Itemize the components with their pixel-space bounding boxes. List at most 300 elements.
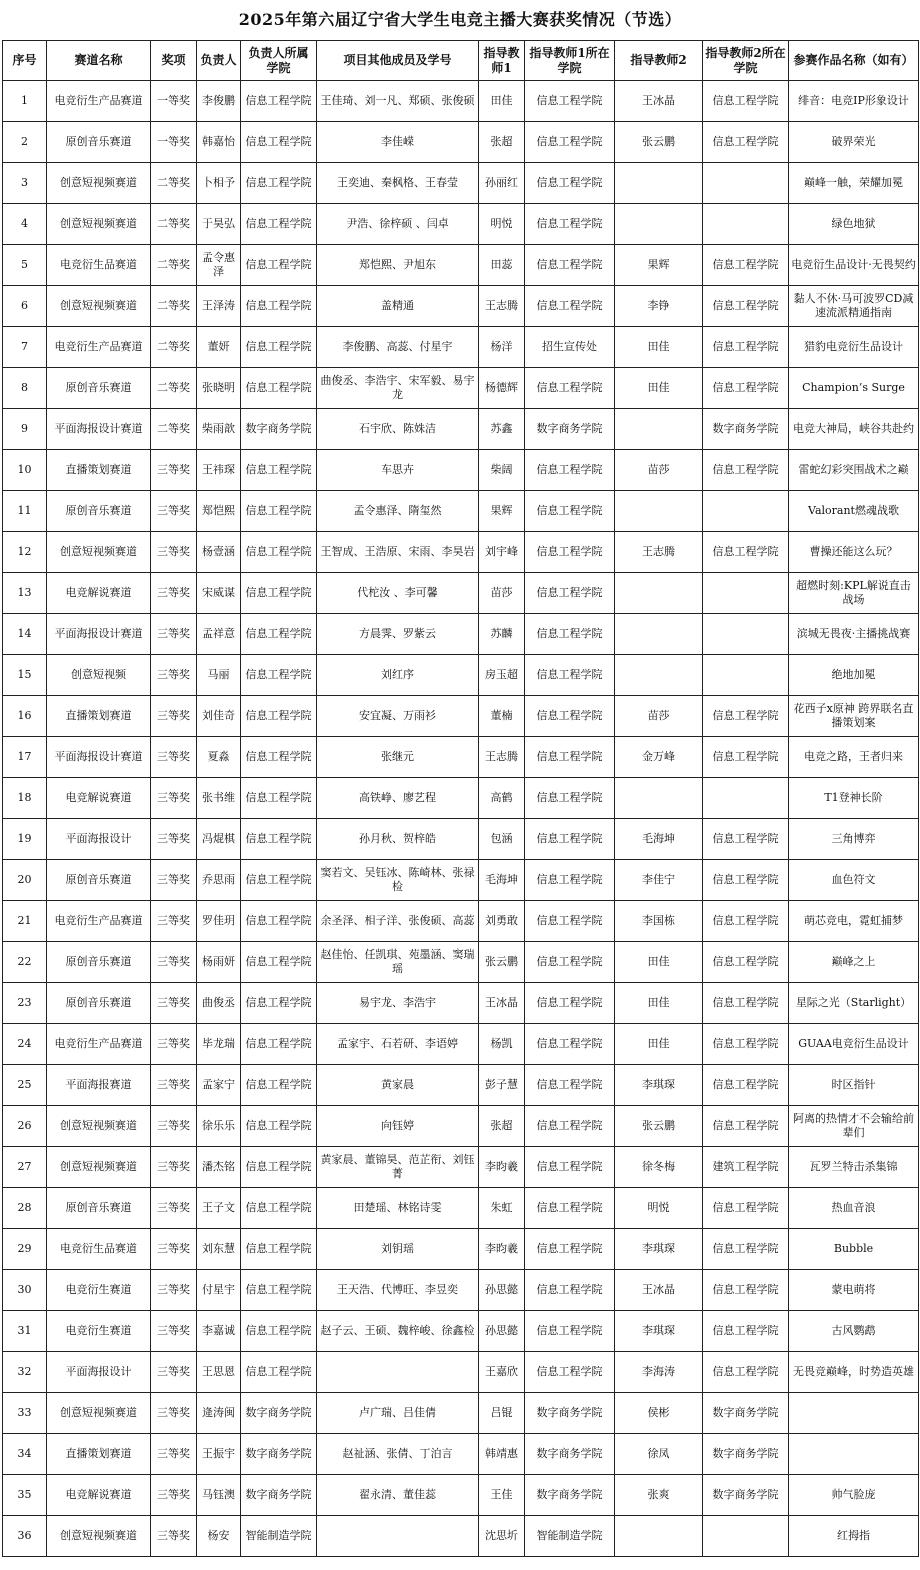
- awards-table: [2, 40, 919, 1557]
- table-cell: 34: [3, 1434, 47, 1475]
- table-cell: [703, 655, 789, 696]
- table-cell: 三等奖: [151, 1475, 197, 1516]
- table-cell: 苏鑫: [479, 409, 525, 450]
- table-cell: 信息工程学院: [703, 1188, 789, 1229]
- table-cell: 一等奖: [151, 81, 197, 122]
- table-cell: 26: [3, 1106, 47, 1147]
- table-cell: 原创音乐赛道: [47, 368, 151, 409]
- table-cell: [615, 614, 703, 655]
- table-cell: 1: [3, 81, 47, 122]
- table-cell: 李俊鹏: [197, 81, 241, 122]
- table-cell: [703, 204, 789, 245]
- table-cell: 田蕊: [479, 245, 525, 286]
- table-cell: 巅峰之上: [789, 942, 919, 983]
- table-cell: 星际之光（Starlight）: [789, 983, 919, 1024]
- table-cell: 马钰澳: [197, 1475, 241, 1516]
- table-cell: 信息工程学院: [525, 1106, 615, 1147]
- table-cell: 4: [3, 204, 47, 245]
- table-cell: 付星宇: [197, 1270, 241, 1311]
- table-cell: 卜相予: [197, 163, 241, 204]
- table-cell: 刘东慧: [197, 1229, 241, 1270]
- table-cell: 信息工程学院: [525, 696, 615, 737]
- table-row: [3, 819, 919, 860]
- table-cell: 数字商务学院: [703, 1393, 789, 1434]
- table-cell: 孟家宇、石若研、李语婷: [317, 1024, 479, 1065]
- table-cell: GUAA电竞衍生品设计: [789, 1024, 919, 1065]
- table-cell: 三等奖: [151, 491, 197, 532]
- table-cell: 13: [3, 573, 47, 614]
- table-cell: 电竞衍生品赛道: [47, 1229, 151, 1270]
- table-cell: 张继元: [317, 737, 479, 778]
- table-cell: 创意短视频赛道: [47, 532, 151, 573]
- table-row: [3, 286, 919, 327]
- table-cell: 27: [3, 1147, 47, 1188]
- table-cell: 电竞衍生产品赛道: [47, 327, 151, 368]
- table-cell: 田佳: [615, 327, 703, 368]
- table-cell: [615, 204, 703, 245]
- table-cell: 余圣泽、相子洋、张俊硕、高蕊: [317, 901, 479, 942]
- table-cell: 信息工程学院: [525, 614, 615, 655]
- table-cell: 35: [3, 1475, 47, 1516]
- table-cell: 信息工程学院: [525, 778, 615, 819]
- table-cell: 信息工程学院: [241, 983, 317, 1024]
- table-cell: 直播策划赛道: [47, 450, 151, 491]
- table-cell: 明悦: [479, 204, 525, 245]
- table-cell: 赵子云、王硕、魏梓峻、徐鑫检: [317, 1311, 479, 1352]
- table-cell: 二等奖: [151, 368, 197, 409]
- table-cell: 10: [3, 450, 47, 491]
- table-cell: 李佳宁: [615, 860, 703, 901]
- table-cell: 王泽涛: [197, 286, 241, 327]
- table-cell: 巅峰一触，荣耀加冕: [789, 163, 919, 204]
- table-cell: 张超: [479, 1106, 525, 1147]
- table-cell: 猎豹电竞衍生品设计: [789, 327, 919, 368]
- table-cell: 王智成、王浩原、宋雨、李昊岩: [317, 532, 479, 573]
- table-row: [3, 204, 919, 245]
- table-cell: 田佳: [615, 368, 703, 409]
- table-cell: 信息工程学院: [525, 1311, 615, 1352]
- table-row: [3, 81, 919, 122]
- table-cell: 信息工程学院: [703, 696, 789, 737]
- table-cell: 王天浩、代博旺、李昱奕: [317, 1270, 479, 1311]
- table-cell: 三等奖: [151, 1434, 197, 1475]
- table-cell: 向钰婷: [317, 1106, 479, 1147]
- table-cell: 信息工程学院: [703, 1270, 789, 1311]
- table-cell: 信息工程学院: [525, 1229, 615, 1270]
- table-cell: 信息工程学院: [241, 573, 317, 614]
- table-cell: 信息工程学院: [241, 81, 317, 122]
- table-cell: 三等奖: [151, 1516, 197, 1557]
- table-cell: 张云鹏: [615, 122, 703, 163]
- table-cell: 18: [3, 778, 47, 819]
- table-cell: 古风鹦鹉: [789, 1311, 919, 1352]
- table-cell: 信息工程学院: [703, 81, 789, 122]
- table-cell: 二等奖: [151, 163, 197, 204]
- table-cell: 孟令惠泽、隋玺然: [317, 491, 479, 532]
- table-cell: 黄家晨: [317, 1065, 479, 1106]
- table-cell: 杨洋: [479, 327, 525, 368]
- table-cell: 21: [3, 901, 47, 942]
- table-cell: 原创音乐赛道: [47, 983, 151, 1024]
- table-cell: 彭子慧: [479, 1065, 525, 1106]
- table-cell: 安宜凝、万雨衫: [317, 696, 479, 737]
- table-cell: 一等奖: [151, 122, 197, 163]
- table-cell: 电竞衍生品赛道: [47, 245, 151, 286]
- table-cell: 血色符文: [789, 860, 919, 901]
- table-cell: 信息工程学院: [241, 1147, 317, 1188]
- table-cell: 原创音乐赛道: [47, 122, 151, 163]
- table-cell: [703, 778, 789, 819]
- table-cell: 三角博弈: [789, 819, 919, 860]
- table-cell: 25: [3, 1065, 47, 1106]
- table-cell: [615, 573, 703, 614]
- table-cell: 数字商务学院: [525, 1393, 615, 1434]
- table-cell: 孟家宁: [197, 1065, 241, 1106]
- table-cell: 原创音乐赛道: [47, 491, 151, 532]
- header-cell: 负责人: [197, 41, 241, 81]
- table-cell: 信息工程学院: [525, 1065, 615, 1106]
- table-cell: 王志腾: [479, 286, 525, 327]
- table-cell: 田佳: [615, 983, 703, 1024]
- table-cell: 王志腾: [615, 532, 703, 573]
- table-row: [3, 532, 919, 573]
- table-cell: 信息工程学院: [525, 245, 615, 286]
- table-cell: 杨安: [197, 1516, 241, 1557]
- table-cell: 创意短视频赛道: [47, 1106, 151, 1147]
- table-cell: 乔思雨: [197, 860, 241, 901]
- table-cell: 雷蛇幻彩突围战术之巅: [789, 450, 919, 491]
- table-row: [3, 245, 919, 286]
- table-cell: 信息工程学院: [703, 983, 789, 1024]
- table-cell: 三等奖: [151, 1106, 197, 1147]
- table-cell: 17: [3, 737, 47, 778]
- table-cell: 19: [3, 819, 47, 860]
- table-cell: 韩嘉怡: [197, 122, 241, 163]
- table-cell: 信息工程学院: [703, 450, 789, 491]
- table-cell: 信息工程学院: [525, 163, 615, 204]
- table-cell: 信息工程学院: [241, 450, 317, 491]
- table-cell: 超燃时刻:KPL解说直击战场: [789, 573, 919, 614]
- table-cell: 电竞衍生产品赛道: [47, 81, 151, 122]
- table-cell: [317, 1352, 479, 1393]
- table-cell: 创意短视频赛道: [47, 1516, 151, 1557]
- table-cell: 信息工程学院: [241, 696, 317, 737]
- table-cell: 三等奖: [151, 450, 197, 491]
- table-cell: 信息工程学院: [525, 1352, 615, 1393]
- table-cell: 红拇指: [789, 1516, 919, 1557]
- table-cell: 电竞衍生品设计·无畏契约: [789, 245, 919, 286]
- table-cell: 张云鹏: [615, 1106, 703, 1147]
- table-cell: 李昀羲: [479, 1147, 525, 1188]
- table-cell: 董楠: [479, 696, 525, 737]
- table-cell: 金万峰: [615, 737, 703, 778]
- table-cell: 黏人不休·马可波罗CD减速流派精通指南: [789, 286, 919, 327]
- table-row: [3, 1188, 919, 1229]
- table-cell: 数字商务学院: [525, 409, 615, 450]
- table-row: [3, 409, 919, 450]
- table-cell: 热血音浪: [789, 1188, 919, 1229]
- table-cell: 信息工程学院: [703, 737, 789, 778]
- table-cell: 三等奖: [151, 819, 197, 860]
- table-row: [3, 573, 919, 614]
- table-cell: 刘宇峰: [479, 532, 525, 573]
- table-cell: 信息工程学院: [525, 1024, 615, 1065]
- table-cell: 孙月秋、贺梓皓: [317, 819, 479, 860]
- table-cell: 建筑工程学院: [703, 1147, 789, 1188]
- table-cell: 绝地加冕: [789, 655, 919, 696]
- table-cell: 数字商务学院: [703, 409, 789, 450]
- table-cell: 二等奖: [151, 409, 197, 450]
- table-cell: 刘红序: [317, 655, 479, 696]
- table-cell: 石宇欣、陈姝洁: [317, 409, 479, 450]
- table-cell: 三等奖: [151, 532, 197, 573]
- table-cell: 三等奖: [151, 942, 197, 983]
- table-cell: 绿色地狱: [789, 204, 919, 245]
- table-cell: 萌芯竞电，霓虹捕梦: [789, 901, 919, 942]
- table-cell: 曲俊丞: [197, 983, 241, 1024]
- table-cell: 三等奖: [151, 696, 197, 737]
- table-cell: 王佳: [479, 1475, 525, 1516]
- table-cell: 田佳: [479, 81, 525, 122]
- table-cell: 电竞衍生赛道: [47, 1311, 151, 1352]
- table-cell: 郑恺熙、尹旭东: [317, 245, 479, 286]
- table-cell: 原创音乐赛道: [47, 1188, 151, 1229]
- table-cell: 信息工程学院: [241, 1024, 317, 1065]
- table-cell: [789, 1393, 919, 1434]
- table-cell: [703, 491, 789, 532]
- table-cell: 田楚瑶、林铭诗雯: [317, 1188, 479, 1229]
- table-cell: 信息工程学院: [525, 81, 615, 122]
- table-cell: 信息工程学院: [241, 1106, 317, 1147]
- table-cell: 信息工程学院: [525, 655, 615, 696]
- table-cell: 二等奖: [151, 286, 197, 327]
- table-row: [3, 901, 919, 942]
- table-cell: 电竞解说赛道: [47, 1475, 151, 1516]
- table-cell: 苗莎: [479, 573, 525, 614]
- table-cell: [615, 491, 703, 532]
- table-cell: 张晓明: [197, 368, 241, 409]
- table-cell: 房玉超: [479, 655, 525, 696]
- table-cell: 6: [3, 286, 47, 327]
- table-row: [3, 163, 919, 204]
- table-cell: 原创音乐赛道: [47, 860, 151, 901]
- table-cell: 29: [3, 1229, 47, 1270]
- table-row: [3, 368, 919, 409]
- table-cell: 代柁汝 、李可馨: [317, 573, 479, 614]
- table-cell: 苗莎: [615, 450, 703, 491]
- header-cell: 奖项: [151, 41, 197, 81]
- table-cell: 信息工程学院: [241, 942, 317, 983]
- table-cell: 孙思懿: [479, 1311, 525, 1352]
- table-cell: 创意短视频赛道: [47, 286, 151, 327]
- table-row: [3, 491, 919, 532]
- table-row: [3, 327, 919, 368]
- table-cell: 徐乐乐: [197, 1106, 241, 1147]
- table-cell: 孟祥意: [197, 614, 241, 655]
- table-row: [3, 1106, 919, 1147]
- table-cell: 三等奖: [151, 1270, 197, 1311]
- table-cell: 信息工程学院: [525, 901, 615, 942]
- table-row: [3, 1393, 919, 1434]
- table-cell: 20: [3, 860, 47, 901]
- table-cell: 柴雨歆: [197, 409, 241, 450]
- table-cell: 平面海报设计赛道: [47, 614, 151, 655]
- table-cell: 信息工程学院: [525, 204, 615, 245]
- table-cell: 王奕迪、秦枫格、王春莹: [317, 163, 479, 204]
- table-cell: 创意短视频: [47, 655, 151, 696]
- table-cell: 信息工程学院: [241, 901, 317, 942]
- table-cell: 潘杰铭: [197, 1147, 241, 1188]
- table-cell: 沈思圻: [479, 1516, 525, 1557]
- table-cell: 李琪琛: [615, 1229, 703, 1270]
- table-cell: 信息工程学院: [525, 1188, 615, 1229]
- table-cell: 王冰晶: [615, 1270, 703, 1311]
- table-cell: 黄家晨、董锦昊、范芷衔、刘钰菁: [317, 1147, 479, 1188]
- table-cell: 信息工程学院: [241, 122, 317, 163]
- table-cell: 孙思懿: [479, 1270, 525, 1311]
- table-cell: 杨凯: [479, 1024, 525, 1065]
- table-cell: 王思恩: [197, 1352, 241, 1393]
- table-cell: 2: [3, 122, 47, 163]
- table-cell: 信息工程学院: [241, 1352, 317, 1393]
- table-cell: 信息工程学院: [703, 1311, 789, 1352]
- table-row: [3, 983, 919, 1024]
- table-cell: 王祎琛: [197, 450, 241, 491]
- document-title: 2025年第六届辽宁省大学生电竞主播大赛获奖情况（节选）: [238, 10, 682, 29]
- table-cell: 直播策划赛道: [47, 1434, 151, 1475]
- header-cell: 序号: [3, 41, 47, 81]
- header-cell: 指导教师2所在学院: [703, 41, 789, 81]
- table-cell: 数字商务学院: [241, 409, 317, 450]
- table-cell: 信息工程学院: [703, 860, 789, 901]
- table-cell: 杨壹涵: [197, 532, 241, 573]
- table-cell: 高鹤: [479, 778, 525, 819]
- table-cell: 郑恺熙: [197, 491, 241, 532]
- table-cell: Bubble: [789, 1229, 919, 1270]
- table-cell: 李琪琛: [615, 1311, 703, 1352]
- table-cell: 夏淼: [197, 737, 241, 778]
- table-cell: 信息工程学院: [703, 532, 789, 573]
- table-cell: 帅气脸庞: [789, 1475, 919, 1516]
- table-cell: 信息工程学院: [241, 532, 317, 573]
- table-cell: 罗佳玥: [197, 901, 241, 942]
- header-cell: 参赛作品名称（如有）: [789, 41, 919, 81]
- table-row: [3, 942, 919, 983]
- table-cell: 瓦罗兰特击杀集锦: [789, 1147, 919, 1188]
- table-cell: 果辉: [479, 491, 525, 532]
- table-cell: 数字商务学院: [703, 1434, 789, 1475]
- table-cell: 杨雨妍: [197, 942, 241, 983]
- table-cell: 花西子x原神 跨界联名直播策划案: [789, 696, 919, 737]
- table-cell: 三等奖: [151, 1147, 197, 1188]
- table-cell: 36: [3, 1516, 47, 1557]
- table-cell: 信息工程学院: [241, 368, 317, 409]
- table-cell: 信息工程学院: [241, 204, 317, 245]
- table-row: [3, 1475, 919, 1516]
- table-cell: 三等奖: [151, 1188, 197, 1229]
- table-cell: 二等奖: [151, 245, 197, 286]
- table-cell: 李铮: [615, 286, 703, 327]
- table-row: [3, 1434, 919, 1475]
- table-cell: 信息工程学院: [241, 245, 317, 286]
- table-cell: 冯焜棋: [197, 819, 241, 860]
- table-cell: 信息工程学院: [525, 737, 615, 778]
- table-cell: 二等奖: [151, 204, 197, 245]
- table-cell: 张超: [479, 122, 525, 163]
- table-cell: 信息工程学院: [525, 942, 615, 983]
- table-cell: 车思卉: [317, 450, 479, 491]
- table-cell: [615, 778, 703, 819]
- table-cell: 信息工程学院: [525, 573, 615, 614]
- table-cell: 李琪琛: [615, 1065, 703, 1106]
- table-cell: 窦若文、吴钰冰、陈崎林、张禄检: [317, 860, 479, 901]
- table-cell: 绯音：电竞IP形象设计: [789, 81, 919, 122]
- table-row: [3, 1024, 919, 1065]
- table-cell: 毕龙瑞: [197, 1024, 241, 1065]
- table-cell: 明悦: [615, 1188, 703, 1229]
- table-cell: 创意短视频赛道: [47, 1147, 151, 1188]
- table-cell: 22: [3, 942, 47, 983]
- table-cell: 30: [3, 1270, 47, 1311]
- table-cell: 信息工程学院: [703, 901, 789, 942]
- table-cell: 三等奖: [151, 1352, 197, 1393]
- table-header-row: [3, 41, 919, 81]
- table-cell: 信息工程学院: [525, 1270, 615, 1311]
- table-cell: 刘佳奇: [197, 696, 241, 737]
- table-cell: Champion’s Surge: [789, 368, 919, 409]
- table-cell: 三等奖: [151, 614, 197, 655]
- table-row: [3, 860, 919, 901]
- table-cell: 信息工程学院: [525, 450, 615, 491]
- table-cell: 三等奖: [151, 655, 197, 696]
- table-cell: 信息工程学院: [703, 1106, 789, 1147]
- table-cell: 信息工程学院: [241, 819, 317, 860]
- table-row: [3, 778, 919, 819]
- table-cell: [789, 1434, 919, 1475]
- table-cell: 张书维: [197, 778, 241, 819]
- table-cell: 数字商务学院: [525, 1475, 615, 1516]
- table-cell: Valorant燃魂战歌: [789, 491, 919, 532]
- table-cell: 王冰晶: [615, 81, 703, 122]
- table-cell: 果辉: [615, 245, 703, 286]
- table-cell: 苏麟: [479, 614, 525, 655]
- table-cell: 信息工程学院: [703, 122, 789, 163]
- table-cell: 孟令惠泽: [197, 245, 241, 286]
- table-cell: 电竞衍生产品赛道: [47, 1024, 151, 1065]
- table-row: [3, 450, 919, 491]
- table-cell: 信息工程学院: [241, 286, 317, 327]
- table-cell: 阿离的热情才不会输给前辈们: [789, 1106, 919, 1147]
- table-cell: 8: [3, 368, 47, 409]
- table-cell: 高铁峥、廖艺程: [317, 778, 479, 819]
- table-cell: 方晨霁、罗紫云: [317, 614, 479, 655]
- table-cell: 7: [3, 327, 47, 368]
- table-cell: 信息工程学院: [241, 1270, 317, 1311]
- table-cell: T1登神长阶: [789, 778, 919, 819]
- table-cell: 董妍: [197, 327, 241, 368]
- table-cell: 智能制造学院: [241, 1516, 317, 1557]
- table-cell: 尹浩、徐梓硕 、闫卓: [317, 204, 479, 245]
- table-cell: 李国栋: [615, 901, 703, 942]
- table-cell: 三等奖: [151, 901, 197, 942]
- table-cell: 信息工程学院: [703, 1065, 789, 1106]
- table-cell: 信息工程学院: [241, 491, 317, 532]
- table-cell: [703, 614, 789, 655]
- table-cell: 王振宇: [197, 1434, 241, 1475]
- table-cell: 张爽: [615, 1475, 703, 1516]
- table-cell: 信息工程学院: [703, 368, 789, 409]
- table-row: [3, 122, 919, 163]
